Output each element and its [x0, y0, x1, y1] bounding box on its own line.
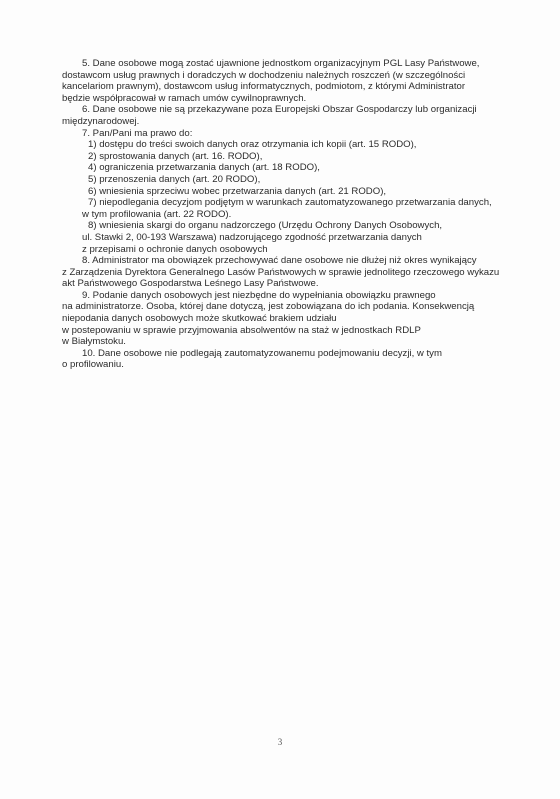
text-line: dostawcom usług prawnych i doradczych w dochodzeniu należnych roszczeń (w szczególności — [62, 69, 466, 81]
text-line: w Białymstoku. — [62, 336, 126, 348]
text-line: z przepisami o ochronie danych osobowych — [82, 243, 268, 255]
text-line: ul. Stawki 2, 00-193 Warszawa) nadzorującego zgodność przetwarzania danych — [82, 231, 422, 243]
text-line: 6) wniesienia sprzeciwu wobec przetwarzania danych (art. 21 RODO), — [88, 185, 387, 197]
text-line: 2) sprostowania danych (art. 16. RODO), — [88, 150, 263, 162]
text-line: akt Państwowego Gospodarstwa Leśnego Lasy Państwowe. — [62, 278, 319, 290]
text-line: 8. Administrator ma obowiązek przechowywać dane osobowe nie dłużej niż okres wynikający — [82, 255, 477, 267]
text-line: kancelariom prawnym), dostawcom usług informatycznych, podmiotom, z którymi Administrator — [62, 81, 466, 93]
text-line: w postepowaniu w sprawie przyjmowania absolwentów na staż w jednostkach RDLP — [62, 324, 421, 336]
document-body — [62, 58, 524, 371]
text-line: 7) niepodlegania decyzjom podjętym w warunkach zautomatyzowanego przetwarzania danych, — [88, 197, 492, 209]
text-line: 10. Dane osobowe nie podlegają zautomatyzowanemu podejmowaniu decyzji, w tym — [82, 347, 442, 359]
text-line: 5) przenoszenia danych (art. 20 RODO), — [88, 173, 261, 185]
text-line: na administratorze. Osoba, której dane dotyczą, jest zobowiązana do ich podania. Konsekwencją — [62, 301, 475, 313]
page-number: 3 — [277, 737, 283, 747]
text-line: 5. Dane osobowe mogą zostać ujawnione jednostkom organizacyjnym PGL Lasy Państwowe, — [82, 58, 480, 69]
text-line: 4) ograniczenia przetwarzania danych (art. 18 RODO), — [88, 162, 320, 174]
text-line: 1) dostępu do treści swoich danych oraz otrzymania ich kopii (art. 15 RODO), — [88, 139, 417, 151]
text-line: 7. Pan/Pani ma prawo do: — [82, 127, 193, 139]
text-line: będzie współpracował w ramach umów cywilnoprawnych. — [62, 92, 307, 104]
text-line: w tym profilowania (art. 22 RODO). — [82, 208, 232, 220]
text-line: 9. Podanie danych osobowych jest niezbędne do wypełniania obowiązku prawnego — [82, 289, 436, 301]
text-line: niepodania danych osobowych może skutkować brakiem udziału — [62, 313, 337, 325]
text-line: z Zarządzenia Dyrektora Generalnego Lasów Państwowych w sprawie jednolitego rzeczowego wykazu — [62, 266, 500, 278]
text-line: o profilowaniu. — [62, 359, 124, 371]
text-line: 6. Dane osobowe nie są przekazywane poza Europejski Obszar Gospodarczy lub organizacji — [82, 104, 477, 116]
text-line: 8) wniesienia skargi do organu nadzorczego (Urzędu Ochrony Danych Osobowych, — [88, 220, 443, 232]
text-line: międzynarodowej. — [62, 115, 140, 127]
